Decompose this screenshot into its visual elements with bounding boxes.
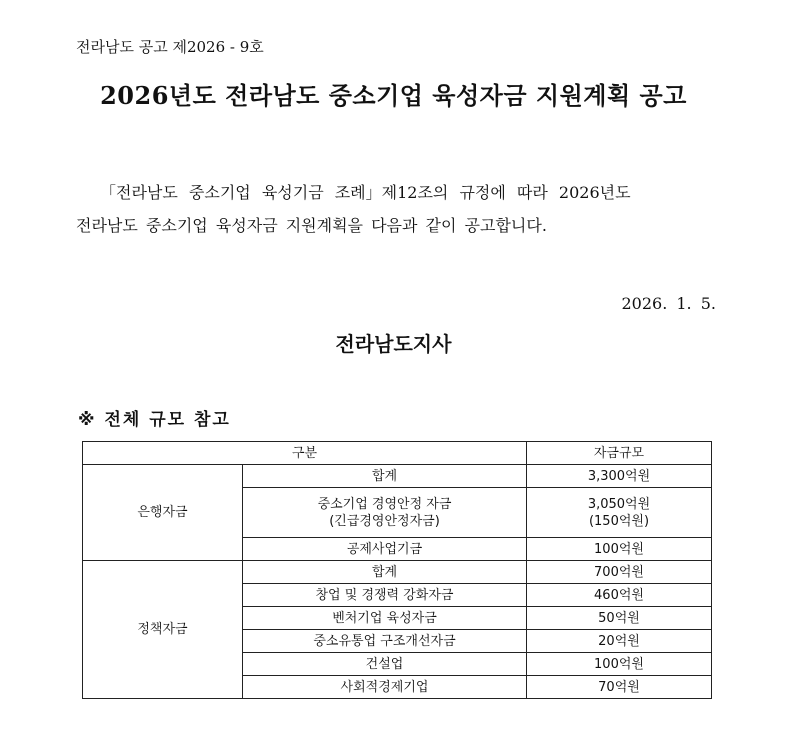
notice-date: 2026. 1. 5. (621, 294, 716, 313)
row-item (243, 488, 527, 538)
row-amount: 460억원 (527, 584, 712, 607)
row-amount: 100억원 (527, 538, 712, 561)
row-amount-sub: (150억원) (588, 513, 650, 529)
issuer-name: 전라남도지사 (335, 332, 452, 356)
header-amount: 자금규모 (527, 442, 712, 465)
row-item: 벤처기업 육성자금 (243, 607, 527, 630)
row-amount-main: 3,050억원 (587, 496, 651, 512)
document-title: 2026년도 전라남도 중소기업 육성자금 지원계획 공고 (100, 81, 687, 110)
row-item: 중소유통업 구조개선자금 (243, 630, 527, 653)
table-row (83, 561, 712, 584)
group-label-policy: 정책자금 (83, 561, 243, 699)
row-amount: 70억원 (527, 676, 712, 699)
row-item: 건설업 (243, 653, 527, 676)
table-header-row (83, 442, 712, 465)
row-item-sub: (긴급경영안정자금) (329, 513, 440, 529)
row-amount: 20억원 (527, 630, 712, 653)
row-item-main: 중소기업 경영안정 자금 (317, 496, 452, 512)
row-item: 창업 및 경쟁력 강화자금 (243, 584, 527, 607)
row-item: 합계 (243, 561, 527, 584)
group-label-bank: 은행자금 (83, 465, 243, 561)
fund-scale-table (82, 441, 712, 699)
row-amount: 700억원 (527, 561, 712, 584)
header-category: 구분 (83, 442, 527, 465)
row-item: 공제사업기금 (243, 538, 527, 561)
row-item: 합계 (243, 465, 527, 488)
table-row (83, 465, 712, 488)
row-amount: 100억원 (527, 653, 712, 676)
row-amount: 50억원 (527, 607, 712, 630)
notice-number: 전라남도 공고 제2026 - 9호 (76, 38, 264, 56)
body-text-line-2: 전라남도 중소기업 육성자금 지원계획을 다음과 같이 공고합니다. (76, 216, 547, 235)
row-amount (527, 488, 712, 538)
section-heading: ※ 전체 규모 참고 (78, 410, 231, 430)
row-amount: 3,300억원 (527, 465, 712, 488)
body-text-line-1: 「전라남도 중소기업 육성기금 조례」제12조의 규정에 따라 2026년도 (100, 183, 631, 202)
row-item: 사회적경제기업 (243, 676, 527, 699)
